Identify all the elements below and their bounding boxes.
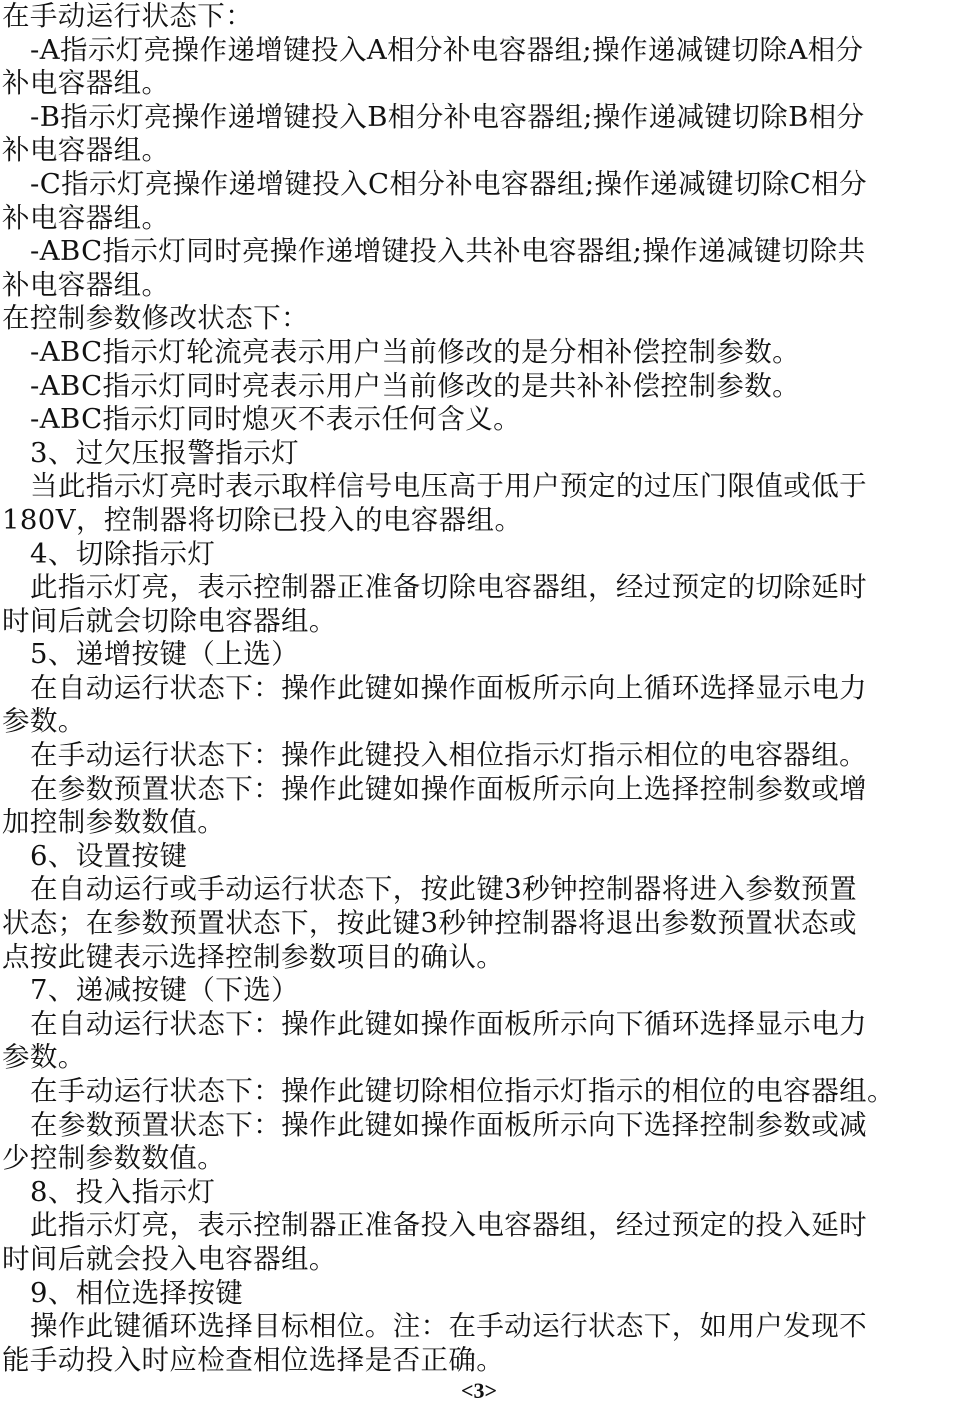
page-number: <3> bbox=[460, 1378, 498, 1403]
text-line: 在自动运行状态下：操作此键如操作面板所示向上循环选择显示电力 bbox=[30, 671, 867, 704]
text-line: -B指示灯亮操作递增键投入B相分补电容器组;操作递减键切除B相分 bbox=[30, 100, 865, 133]
text-line: 在手动运行状态下：操作此键投入相位指示灯指示相位的电容器组。 bbox=[30, 739, 867, 772]
text-line: 参数。 bbox=[2, 1041, 86, 1074]
text-line: 180V，控制器将切除已投入的电容器组。 bbox=[2, 503, 523, 536]
text-line: 操作此键循环选择目标相位。注：在手动运行状态下，如用户发现不 bbox=[30, 1310, 867, 1343]
text-line: 在参数预置状态下：操作此键如操作面板所示向上选择控制参数或增 bbox=[30, 772, 867, 805]
document-page bbox=[2, 0, 952, 1377]
text-line: 在控制参数修改状态下： bbox=[2, 302, 309, 335]
text-line: 能手动投入时应检查相位选择是否正确。 bbox=[2, 1343, 505, 1376]
text-line: 在自动运行或手动运行状态下，按此键3秒钟控制器将进入参数预置 bbox=[30, 873, 857, 906]
text-line: 补电容器组。 bbox=[2, 134, 170, 167]
text-line: 补电容器组。 bbox=[2, 67, 170, 100]
text-line: 点按此键表示选择控制参数项目的确认。 bbox=[2, 940, 505, 973]
section-heading: 5、递增按键（上选） bbox=[30, 638, 299, 671]
section-heading: 6、设置按键 bbox=[30, 839, 188, 872]
text-line: -C指示灯亮操作递增键投入C相分补电容器组;操作递减键切除C相分 bbox=[30, 167, 867, 200]
text-line: 当此指示灯亮时表示取样信号电压高于用户预定的过压门限值或低于 bbox=[30, 470, 867, 503]
section-heading: 9、相位选择按键 bbox=[30, 1276, 244, 1309]
text-line: 加控制参数数值。 bbox=[2, 806, 226, 839]
text-line: -ABC指示灯轮流亮表示用户当前修改的是分相补偿控制参数。 bbox=[30, 335, 801, 368]
text-line: 在手动运行状态下： bbox=[2, 0, 254, 32]
text-line: -ABC指示灯同时熄灭不表示任何含义。 bbox=[30, 403, 522, 436]
text-line: -ABC指示灯同时亮表示用户当前修改的是共补补偿控制参数。 bbox=[30, 369, 801, 402]
text-line: -ABC指示灯同时亮操作递增键投入共补电容器组;操作递减键切除共 bbox=[30, 235, 866, 268]
text-line: 参数。 bbox=[2, 705, 86, 738]
text-line: 在参数预置状态下：操作此键如操作面板所示向下选择控制参数或减 bbox=[30, 1108, 867, 1141]
text-line: 补电容器组。 bbox=[2, 268, 170, 301]
section-heading: 3、过欠压报警指示灯 bbox=[30, 436, 299, 469]
text-line: 少控制参数数值。 bbox=[2, 1142, 226, 1175]
section-heading: 8、投入指示灯 bbox=[30, 1175, 216, 1208]
text-line: 在自动运行状态下：操作此键如操作面板所示向下循环选择显示电力 bbox=[30, 1007, 867, 1040]
text-line: -A指示灯亮操作递增键投入A相分补电容器组;操作递减键切除A相分 bbox=[30, 33, 864, 66]
text-line: 时间后就会切除电容器组。 bbox=[2, 604, 337, 637]
text-line: 状态；在参数预置状态下，按此键3秒钟控制器将退出参数预置状态或 bbox=[2, 907, 857, 940]
section-heading: 7、递减按键（下选） bbox=[30, 974, 299, 1007]
text-line: 此指示灯亮，表示控制器正准备投入电容器组，经过预定的投入延时 bbox=[30, 1209, 867, 1242]
text-line: 在手动运行状态下：操作此键切除相位指示灯指示的相位的电容器组。 bbox=[30, 1075, 895, 1107]
text-line: 时间后就会投入电容器组。 bbox=[2, 1242, 337, 1275]
text-line: 此指示灯亮，表示控制器正准备切除电容器组，经过预定的切除延时 bbox=[30, 571, 867, 604]
section-heading: 4、切除指示灯 bbox=[30, 537, 216, 570]
text-line: 补电容器组。 bbox=[2, 201, 170, 234]
